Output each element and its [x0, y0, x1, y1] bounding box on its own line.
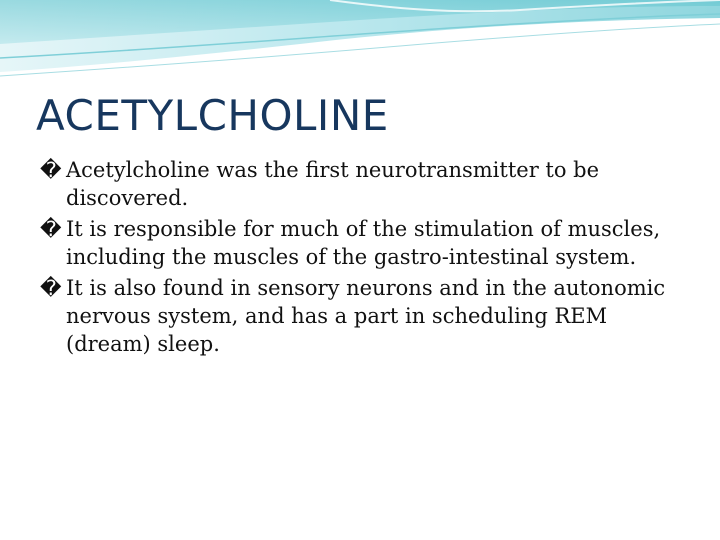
bullet-item: [40, 274, 690, 358]
bullet-text: Acetylcholine was the first neurotransmitter to be discovered.: [66, 158, 600, 210]
bullet-marker-icon: �: [40, 217, 62, 241]
bullet-text: It is responsible for much of the stimulation of muscles, including the muscles of the gastro-intestinal system.: [66, 217, 661, 269]
bullet-item: [40, 156, 690, 212]
bullet-item: [40, 215, 690, 271]
slide-title: ACETYLCHOLINE: [36, 91, 389, 140]
bullet-marker-icon: �: [40, 158, 62, 182]
header-wave-decoration: [0, 0, 720, 90]
bullet-list: [40, 156, 690, 361]
bullet-text: It is also found in sensory neurons and in the autonomic nervous system, and has a part in scheduling REM (dream) sleep.: [66, 276, 666, 356]
bullet-marker-icon: �: [40, 276, 62, 300]
